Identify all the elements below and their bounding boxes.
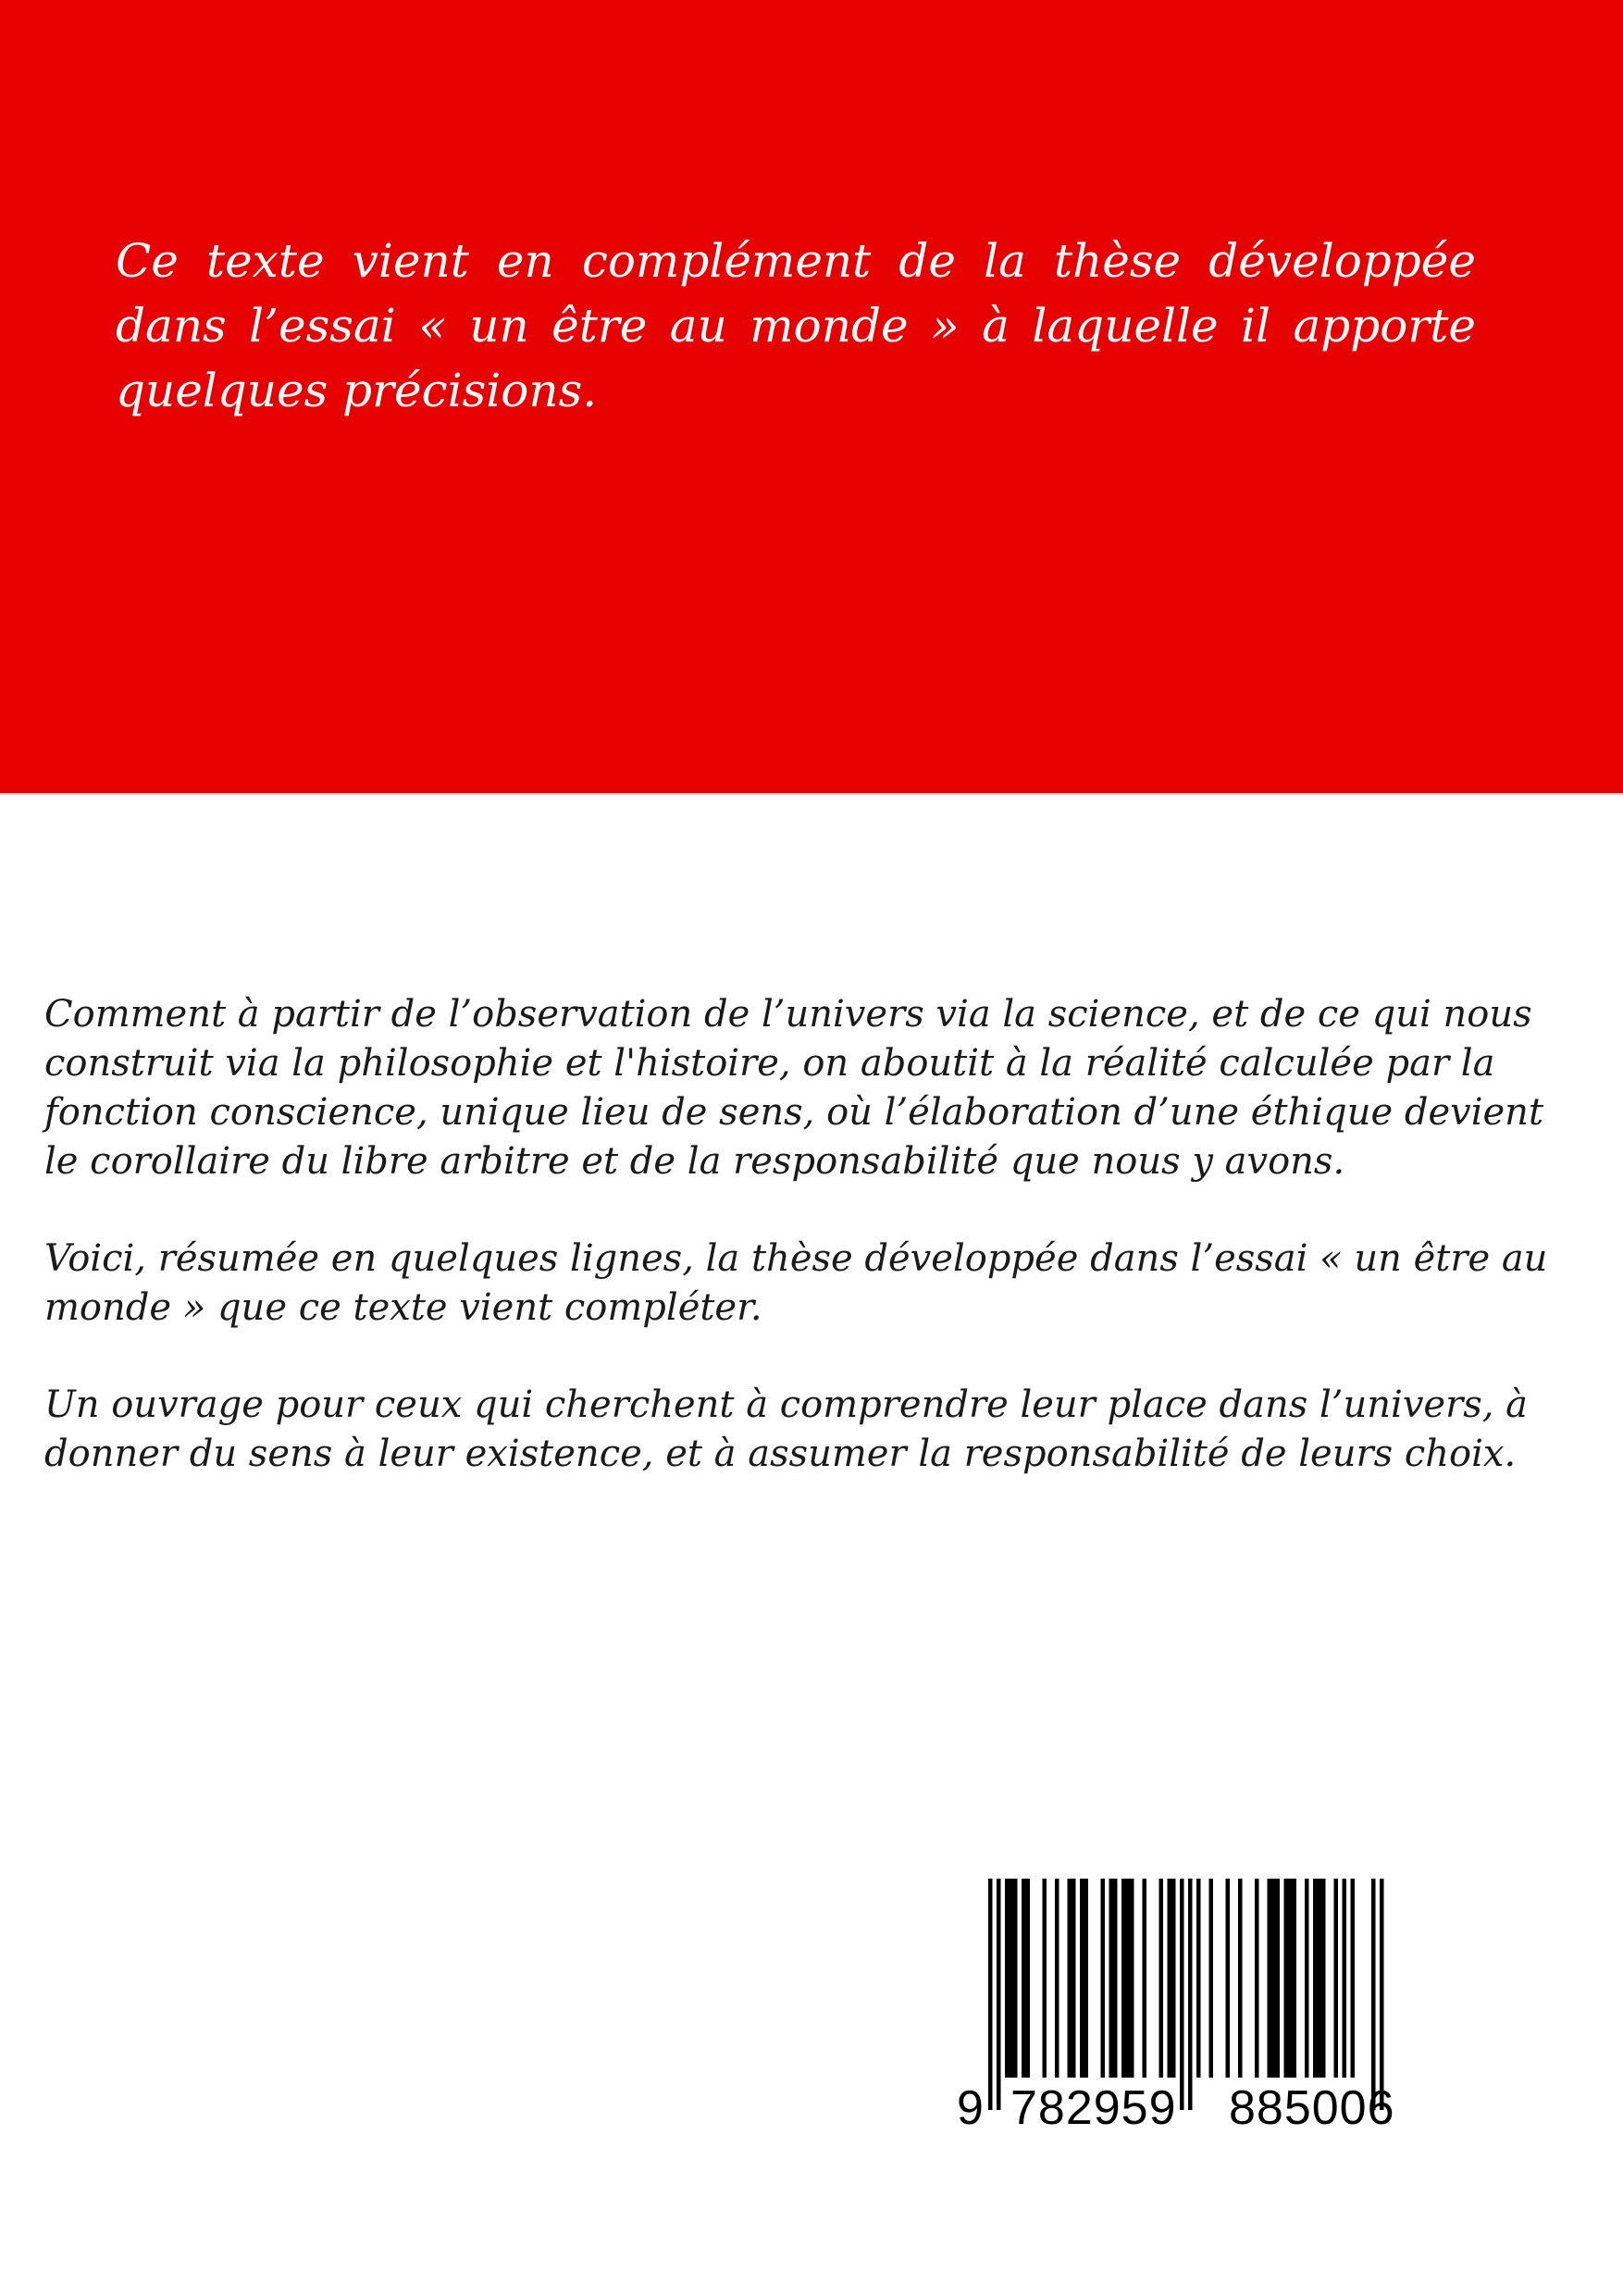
barcode-guard-bar [1188, 1879, 1193, 2110]
barcode-bar [1143, 1879, 1147, 2078]
barcode-bar [1305, 1879, 1309, 2078]
cover-red-band [0, 0, 1623, 795]
barcode-bar [1268, 1879, 1272, 2078]
barcode-guard-bar [988, 1879, 993, 2110]
barcode-right-digits: 885006 [1229, 2081, 1395, 2135]
barcode-bar [1209, 1879, 1214, 2078]
barcode-bar [1013, 1879, 1018, 2078]
barcode-bar [1026, 1879, 1031, 2078]
barcode-left-digits: 782959 [1010, 2081, 1177, 2135]
barcode-bar [1072, 1879, 1076, 2078]
barcode-bar [1101, 1879, 1106, 2078]
barcode-bar [1351, 1879, 1356, 2078]
barcode-bar [1271, 1879, 1276, 2078]
summary-paragraph-2: Voici, résumée en quelques lignes, la thèse développée dans l’essai « un être au monde » que ce texte vient compléter. [44, 1237, 1548, 1329]
barcode-guard-bar [1380, 1879, 1384, 2110]
cover-blurb: Ce texte vient en complément de la thèse développée dans l’essai « un être au monde » à laquelle il apporte quelques précisions. [116, 234, 1476, 417]
barcode-bar [1084, 1879, 1089, 2078]
barcode-bar [1121, 1879, 1126, 2078]
barcode-bar [1284, 1879, 1289, 2078]
barcode-bar [1255, 1879, 1259, 2078]
barcode-bar [1313, 1879, 1318, 2078]
barcode-bar [1113, 1879, 1118, 2078]
barcode-bar [1168, 1879, 1172, 2078]
barcode-bar [1196, 1879, 1201, 2078]
summary-paragraph-1: Comment à partir de l’observation de l’univers via la science, et de ce qui nous construit via la philosophie et l'histoire, on aboutit à la réalité calculée par la fonction conscience, unique lieu de sens, où l’élaboration d’une éthique devient le corollaire du libre arbitre et de la responsabilité que nous y avons. [44, 993, 1544, 1183]
barcode-bar [1276, 1879, 1281, 2078]
barcode-bar [1080, 1879, 1084, 2078]
barcode-guard-bar [1371, 1879, 1376, 2110]
barcode-bar [1343, 1879, 1347, 2078]
barcode-bar [1126, 1879, 1131, 2078]
barcode-bar [1318, 1879, 1322, 2078]
barcode-bar [1293, 1879, 1297, 2078]
barcode-bar [1130, 1879, 1134, 2078]
barcode-bar [1159, 1879, 1164, 2078]
barcode-bar [1068, 1879, 1072, 2078]
barcode-bar [1005, 1879, 1010, 2078]
barcode-bar [1334, 1879, 1339, 2078]
barcode-bar [1238, 1879, 1243, 2078]
barcode-guard-bar [997, 1879, 1001, 2110]
barcode-bar [1010, 1879, 1014, 2078]
barcode-guard-bar [1180, 1879, 1184, 2110]
barcode-bar [1171, 1879, 1176, 2078]
barcode-bar [1109, 1879, 1114, 2078]
barcode-bar [1055, 1879, 1059, 2078]
barcode-bar [1288, 1879, 1293, 2078]
barcode-bar [1022, 1879, 1026, 2078]
barcode-bar [1321, 1879, 1326, 2078]
barcode-first-digit: 9 [957, 2081, 985, 2135]
back-cover-summary [44, 990, 1553, 1527]
isbn-barcode [953, 1879, 1434, 2147]
summary-paragraph-3: Un ouvrage pour ceux qui cherchent à comprendre leur place dans l’univers, à donner du sens à leur existence, et à assumer la responsabilité de leurs choix. [44, 1384, 1529, 1475]
barcode-bar [1226, 1879, 1231, 2078]
barcode-bar [1043, 1879, 1047, 2078]
